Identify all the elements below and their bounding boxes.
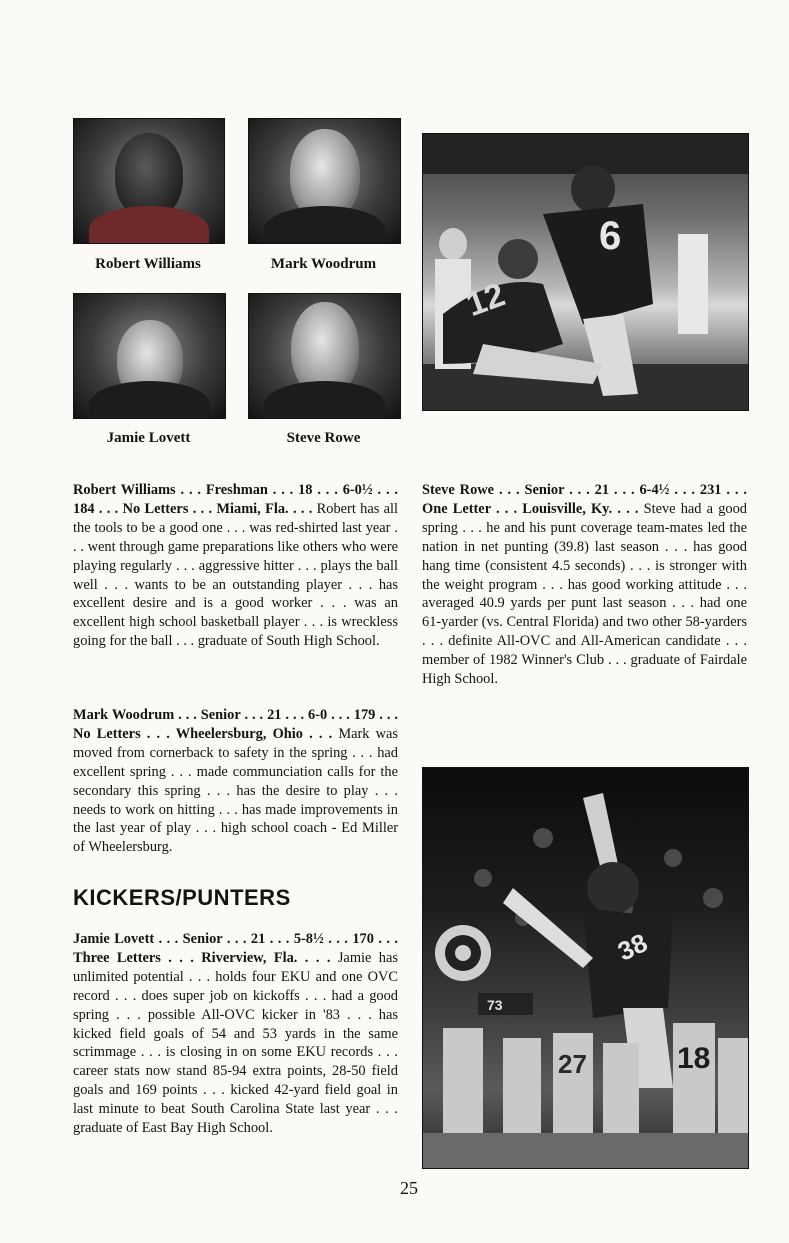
bio-jamie-lovett [73, 930, 398, 1138]
action-photo-punt [422, 767, 749, 1169]
punt-scene [423, 768, 748, 1168]
kick-hold-scene [423, 134, 748, 410]
caption-mark-woodrum: Mark Woodrum [270, 256, 377, 272]
caption-jamie-lovett: Jamie Lovett [106, 430, 191, 446]
bio-mark-woodrum [73, 706, 398, 857]
photo-mark-woodrum [248, 118, 401, 244]
photo-steve-rowe [248, 293, 401, 419]
bio-robert-williams [73, 481, 398, 651]
bio-steve-rowe-body: Steve had a good spring . . . he and his punt coverage team-mates led the nation in net punting (39.8) last season . . . has good hang time (consistent 4.5 seconds) . . . is stronger with the weight program . . . has good working attitude . . . averaged 40.9 yards per punt last season . . . had one 61-yarder (vs. Central Florida) and two other 58-yarders . . . definite All-OVC and All-American candidate . . . member of 1982 Winner's Club . . . graduate of Fairdale High School. [422, 500, 747, 688]
photo-jamie-lovett [73, 293, 226, 419]
action-photo-kick-hold [422, 133, 749, 411]
bio-jamie-lovett-lead: Jamie Lovett . . . Senior . . . 21 . . . 5-8½ . . . 170 . . . Three Letters . . . Riverview, Fla. . . . [73, 931, 398, 966]
bio-robert-williams-lead: Robert Williams . . . Freshman . . . 18 . . . 6-0½ . . . 184 . . . No Letters . . . Miami, Fla. . . . [73, 482, 398, 517]
bio-robert-williams-body: Robert has all the tools to be a good one . . . was red-shirted last year . . . went through game preparations like others who were playing regularly . . . aggressive hitter . . . plays the ball well . . . wants to be an outstanding player . . . has excellent desire and is a good worker . . . was an excellent high school basketball player . . . is wreckless going for the ball . . . graduate of South High School. [73, 500, 398, 650]
bio-steve-rowe [422, 481, 747, 689]
jersey-number-6: 6 [599, 214, 622, 258]
bio-mark-woodrum-lead: Mark Woodrum . . . Senior . . . 21 . . . 6-0 . . . 179 . . . No Letters . . . Wheelersburg, Ohio . . . [73, 707, 398, 742]
bio-mark-woodrum-body: Mark was moved from cornerback to safety in the spring . . . had excellent spring . . . made communciation calls for the secondary this spring . . . has the desire to play . . . needs to work on hitting . . . has made improvements in the last year of play . . . high school coach - Ed Miller of Wheelersburg. [73, 725, 399, 856]
bio-steve-rowe-lead: Steve Rowe . . . Senior . . . 21 . . . 6-4½ . . . 231 . . . One Letter . . . Louisville, Ky. . . . [422, 482, 747, 517]
jersey-number-12: 12 [461, 275, 510, 325]
caption-steve-rowe: Steve Rowe [286, 430, 361, 446]
page-number: 25 [400, 1178, 418, 1198]
jersey-number-27: 27 [558, 1049, 587, 1079]
jersey-number-18: 18 [677, 1042, 711, 1075]
sign-73: 73 [487, 997, 503, 1013]
bio-jamie-lovett-body: Jamie has unlimited potential . . . holds four EKU and one OVC record . . . does super job on kickoffs . . . had a good spring . . . possible All-OVC kicker in '83 . . . has kicked field goals of 54 and 53 yards in the same scrimmage . . . is closing in on some EKU records . . . career stats now stand 85-94 extra points, 28-50 field goals and 169 points . . . kicked 42-yard field goal in last minute to beat South Carolina State last year . . . graduate of East Bay High School. [73, 949, 398, 1137]
section-heading: KICKERS/PUNTERS [73, 885, 291, 910]
jersey-number-38: 38 [613, 927, 652, 967]
photo-robert-williams [73, 118, 225, 244]
caption-robert-williams: Robert Williams [95, 256, 201, 272]
